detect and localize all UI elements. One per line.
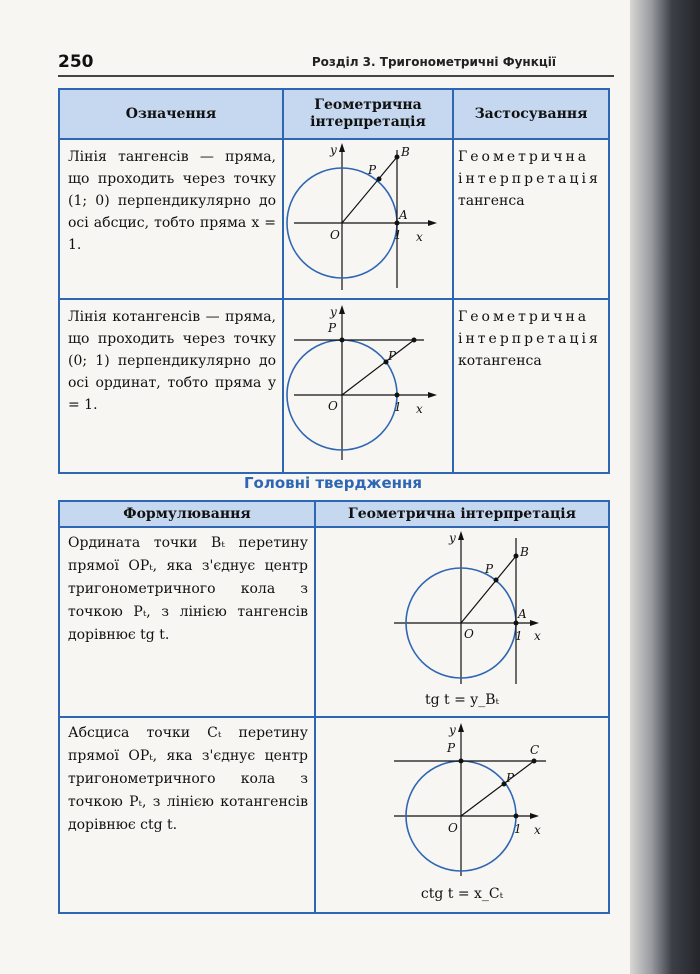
svg-text:C: C (530, 743, 540, 757)
book-binding-shadow (630, 0, 700, 974)
svg-text:x: x (416, 402, 423, 416)
svg-text:O: O (464, 627, 474, 641)
application-cotangent: Геометрична інтерпретація котангенса (458, 309, 601, 369)
svg-text:1: 1 (394, 400, 402, 414)
svg-text:P: P (447, 741, 456, 755)
svg-text:O: O (330, 228, 340, 242)
svg-text:P: P (368, 163, 377, 177)
svg-text:y: y (330, 143, 337, 157)
page-number: 250 (58, 52, 94, 72)
statements-table (58, 500, 610, 914)
col-header-application: Застосування (453, 89, 609, 139)
cotangent-statement-diagram (316, 718, 606, 882)
svg-text:1: 1 (514, 822, 522, 836)
header-rule (58, 75, 614, 77)
svg-text:B: B (401, 145, 410, 159)
cotangent-line-diagram (284, 300, 450, 468)
svg-text:1: 1 (394, 228, 402, 242)
definitions-table (58, 88, 610, 474)
svg-text:x: x (416, 230, 423, 244)
svg-text:y: y (449, 531, 456, 545)
col-header-definition: Означення (59, 89, 283, 139)
col-header-interpretation: Геометрична інтерпретація (315, 501, 609, 527)
svg-text:O: O (328, 399, 338, 413)
formula-cotangent: ctg t = x_Cₜ (420, 886, 504, 902)
svg-text:x: x (534, 629, 541, 643)
definition-cotangent-line: Лінія котангенсів — пряма, що проходить через точку (0; 1) перпендикулярно до осі ординат, тобто пряма y = 1. (68, 309, 276, 413)
svg-text:P: P (485, 562, 494, 576)
svg-text:A: A (518, 607, 527, 621)
statement-cotangent: Абсциса точки Cₜ перетину прямої OPₜ, яка з'єднує центр тригонометричного кола з точкою Pₜ, з лінією котангенсів дорівнює ctg t. (68, 725, 308, 833)
section-title: Головні твердження (243, 474, 423, 492)
svg-text:1: 1 (515, 629, 523, 643)
col-header-statement: Формулювання (59, 501, 315, 527)
svg-text:P: P (328, 321, 337, 335)
tangent-statement-diagram (316, 528, 606, 688)
definition-tangent-line: Лінія тангенсів — пряма, що проходить через точку (1; 0) перпендикулярно до осі абсцис, тобто пряма x = 1. (68, 149, 276, 253)
svg-text:y: y (449, 723, 456, 737)
statement-tangent: Ордината точки Bₜ перетину прямої OPₜ, яка з'єднує центр тригонометричного кола з точкою Pₜ, з лінією тангенсів дорівнює tg t. (68, 535, 308, 643)
chapter-title: Розділ 3. Тригонометричні Функції (311, 55, 556, 69)
tangent-line-diagram (284, 140, 450, 294)
svg-text:B: B (520, 545, 529, 559)
svg-text:P: P (506, 771, 515, 785)
svg-text:x: x (534, 823, 541, 837)
svg-text:A: A (399, 208, 408, 222)
col-header-geometry: Геометрична інтерпретація (283, 89, 453, 139)
formula-tangent: tg t = y_Bₜ (425, 692, 499, 708)
application-tangent: Геометрична інтерпретація тангенса (458, 149, 601, 209)
svg-text:O: O (448, 821, 458, 835)
svg-text:P: P (388, 349, 397, 363)
svg-text:y: y (330, 305, 337, 319)
